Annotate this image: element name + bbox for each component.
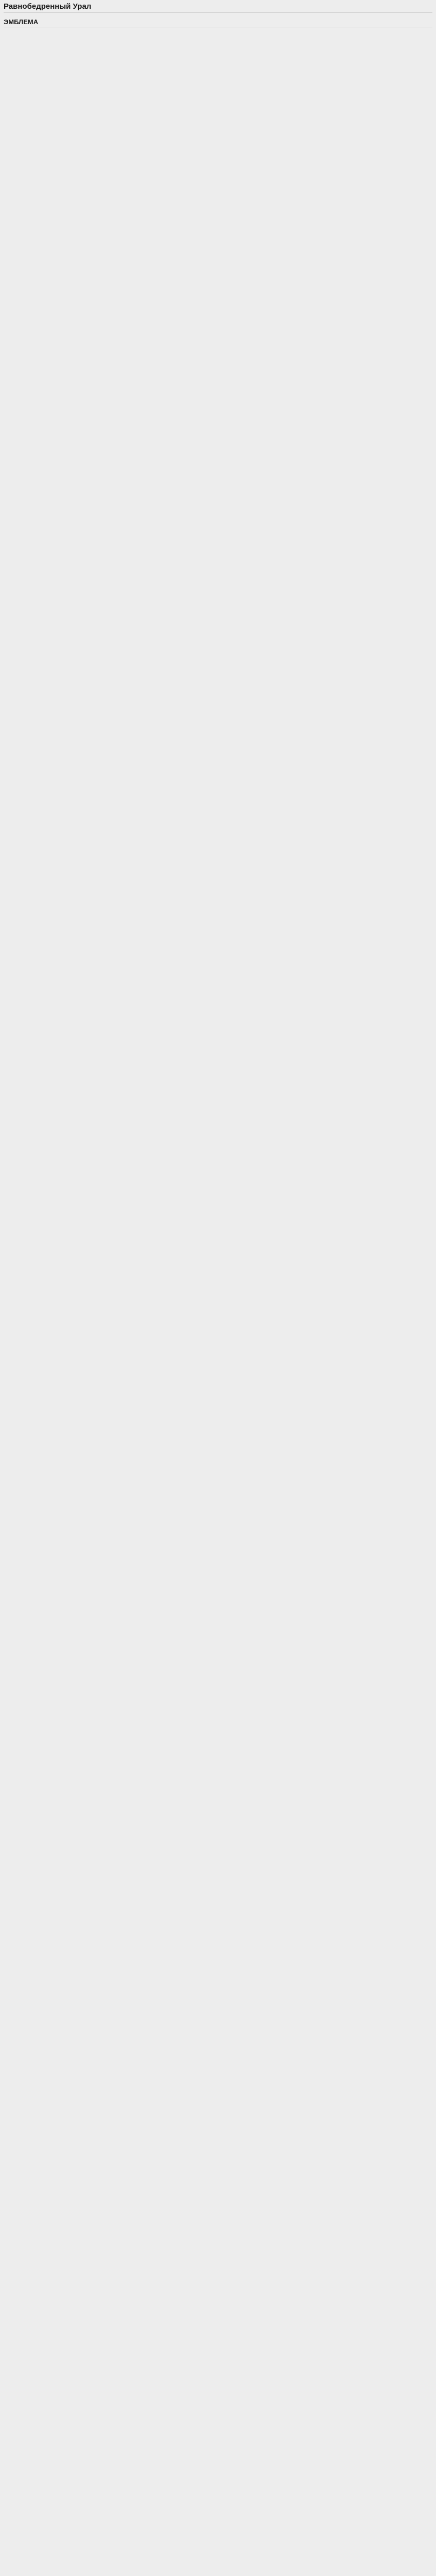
article-sections [4, 18, 432, 27]
article-title: Равнобедренный Урал [4, 2, 432, 13]
article-page [0, 0, 436, 49]
section-title: ЭМБЛЕМА [4, 18, 432, 27]
